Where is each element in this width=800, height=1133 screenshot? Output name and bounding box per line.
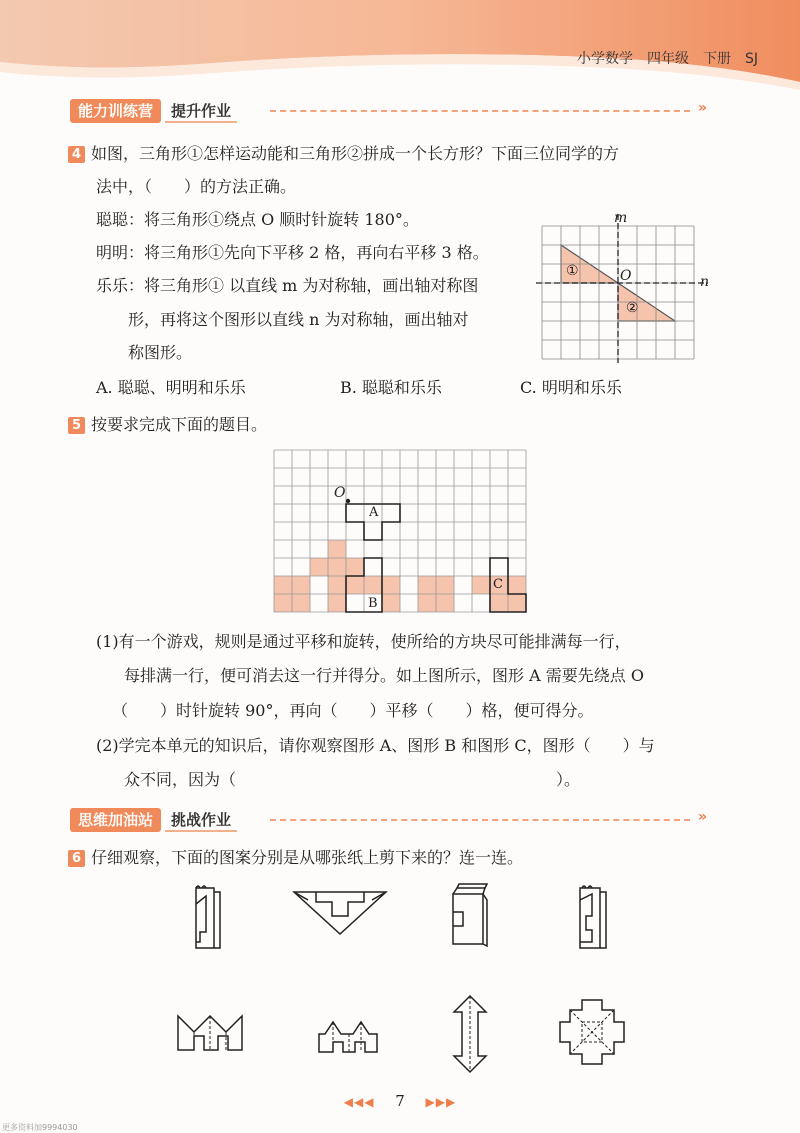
label-o: O [334, 485, 346, 501]
q4-option-b[interactable]: B. 聪聪和乐乐 [340, 378, 442, 397]
q5-p1a: (1)有一个游戏，规则是通过平移和旋转，使所给的方块尽可能排满每一行， [96, 632, 631, 651]
section-tag: 能力训练营 [70, 99, 161, 123]
q6-title: 6 仔细观察，下面的图案分别是从哪张纸上剪下来的？连一连。 [68, 848, 523, 868]
q5-p1c[interactable]: （ ）时针旋转 90°，再向（ ）平移（ ）格，便可得分。 [112, 701, 594, 720]
dashed-line [270, 819, 690, 821]
section-subtitle: 提升作业 [165, 100, 237, 123]
q4-line2: 法中，（ ）的方法正确。 [96, 177, 297, 196]
q5-p2a[interactable]: (2)学完本单元的知识后，请你观察图形 A、图形 B 和图形 C，图形（ ）与 [96, 736, 655, 755]
q4-number: 4 [68, 146, 85, 163]
dashed-line [270, 110, 690, 112]
double-chevron-icon: » [698, 100, 708, 116]
folded-paper-1[interactable] [188, 882, 228, 952]
section-banner-ability [70, 98, 720, 124]
q5-p2b[interactable]: 众不同，因为（ ）。 [124, 770, 581, 789]
q5-grid-figure [274, 450, 534, 615]
q4-grid-figure [520, 210, 710, 360]
cut-pattern-3[interactable] [450, 994, 490, 1074]
q4-line1: 4 如图，三角形①怎样运动能和三角形②拼成一个长方形？下面三位同学的方 [68, 144, 619, 164]
label-n: n [700, 274, 710, 290]
folded-paper-3[interactable] [443, 882, 493, 952]
header-band [0, 0, 800, 90]
folded-paper-2[interactable] [290, 888, 390, 938]
point-o [346, 499, 350, 503]
triangle-2-label: ② [626, 300, 639, 316]
q5-title: 5 按要求完成下面的题目。 [68, 415, 267, 435]
section-subtitle: 挑战作业 [165, 809, 237, 832]
shape-a-label: A [369, 505, 379, 520]
q4-option-a[interactable]: A. 聪聪、明明和乐乐 [96, 378, 246, 397]
page-number: 7 [395, 1092, 405, 1110]
q6-number: 6 [68, 850, 85, 867]
q4-le2: 形，再将这个图形以直线 n 为对称轴，画出轴对 [128, 310, 469, 329]
shape-b-label: B [368, 596, 378, 611]
q5-number: 5 [68, 417, 85, 434]
q4-le3: 称图形。 [128, 343, 193, 362]
triangle-1-label: ① [566, 263, 579, 279]
next-page-icon: ▶▶▶ [425, 1095, 457, 1109]
q4-cong: 聪聪：将三角形①绕点 O 顺时针旋转 180°。 [96, 210, 419, 229]
folded-paper-4[interactable] [572, 882, 612, 952]
header-text: 小学数学 四年级 下册 SJ [576, 51, 758, 67]
q4-le1: 乐乐：将三角形① 以直线 m 为对称轴，画出轴对称图 [96, 276, 479, 295]
cut-pattern-1[interactable] [176, 1010, 246, 1055]
shape-c-label: C [493, 577, 503, 592]
double-chevron-icon: » [698, 809, 708, 825]
prev-page-icon: ◀◀◀ [343, 1095, 375, 1109]
section-tag: 思维加油站 [70, 808, 161, 832]
q5-p1b: 每排满一行，便可消去这一行并得分。如上图所示，图形 A 需要先绕点 O [124, 666, 644, 685]
watermark: 更多资料加9994030 [2, 1123, 78, 1132]
q4-ming: 明明：将三角形①先向下平移 2 格，再向右平移 3 格。 [96, 243, 489, 262]
label-m: m [614, 210, 628, 226]
cut-pattern-4[interactable] [556, 996, 628, 1068]
q4-option-c[interactable]: C. 明明和乐乐 [520, 378, 622, 397]
section-banner-thinking [70, 807, 720, 833]
footer [0, 1092, 800, 1110]
cut-pattern-2[interactable] [315, 1012, 385, 1057]
label-o: O [620, 268, 632, 284]
